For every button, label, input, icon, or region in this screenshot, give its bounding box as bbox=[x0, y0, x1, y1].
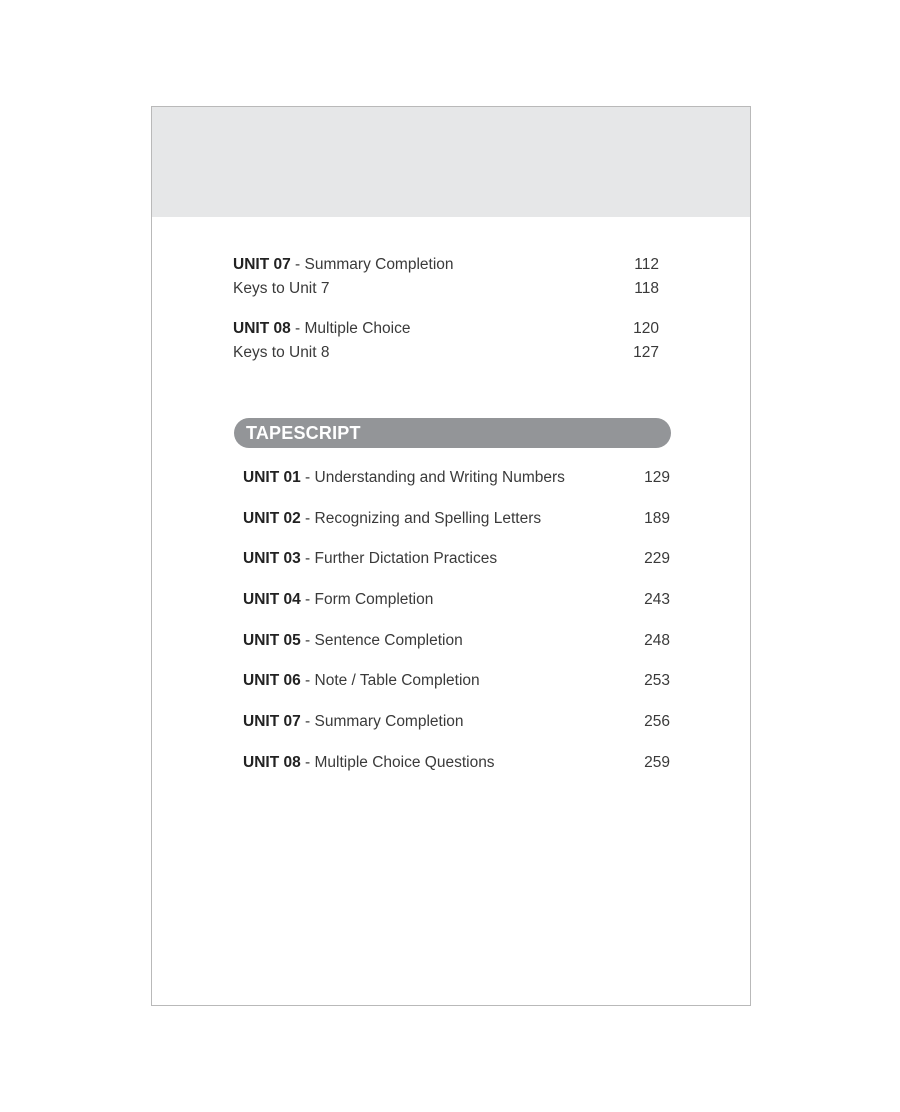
separator: - bbox=[300, 754, 315, 771]
page-number: 253 bbox=[644, 672, 670, 689]
toc-entry-keys-unit-7 bbox=[233, 280, 330, 298]
unit-title: Further Dictation Practices bbox=[314, 550, 498, 567]
unit-title: Note / Table Completion bbox=[314, 672, 480, 689]
separator: - bbox=[300, 713, 315, 730]
section-heading: TAPESCRIPT bbox=[246, 423, 361, 443]
page-number: 243 bbox=[644, 591, 670, 608]
unit-title: Form Completion bbox=[314, 591, 434, 608]
header-band bbox=[152, 107, 750, 217]
unit-number: UNIT 07 bbox=[233, 256, 291, 273]
unit-number: UNIT 01 bbox=[243, 469, 301, 486]
page-number: 120 bbox=[633, 320, 659, 337]
unit-title: Multiple Choice bbox=[304, 320, 411, 337]
separator: - bbox=[300, 591, 315, 608]
unit-number: UNIT 02 bbox=[243, 510, 301, 527]
page-number: 256 bbox=[644, 713, 670, 730]
separator: - bbox=[300, 632, 315, 649]
tapescript-entry-unit-03 bbox=[243, 550, 497, 568]
unit-number: UNIT 04 bbox=[243, 591, 301, 608]
page-number: 229 bbox=[644, 550, 670, 567]
tapescript-entry-unit-07 bbox=[243, 713, 464, 731]
separator: - bbox=[300, 550, 315, 567]
unit-title: Recognizing and Spelling Letters bbox=[314, 510, 542, 527]
separator: - bbox=[290, 320, 305, 337]
page-number: 127 bbox=[633, 344, 659, 361]
unit-title: Multiple Choice Questions bbox=[314, 754, 495, 771]
separator: - bbox=[300, 510, 315, 527]
tapescript-entry-unit-04 bbox=[243, 591, 433, 609]
unit-title: Summary Completion bbox=[314, 713, 464, 730]
unit-title: Summary Completion bbox=[304, 256, 454, 273]
tapescript-entry-unit-08 bbox=[243, 754, 495, 772]
page-number: 112 bbox=[634, 256, 659, 273]
keys-label: Keys to Unit 7 bbox=[233, 280, 330, 297]
page-number: 129 bbox=[644, 469, 670, 486]
tapescript-entry-unit-05 bbox=[243, 632, 463, 650]
tapescript-entry-unit-06 bbox=[243, 672, 480, 690]
unit-number: UNIT 06 bbox=[243, 672, 301, 689]
unit-number: UNIT 03 bbox=[243, 550, 301, 567]
toc-entry-unit-07 bbox=[233, 256, 454, 274]
tapescript-entry-unit-01 bbox=[243, 469, 565, 487]
toc-entry-unit-08 bbox=[233, 320, 410, 338]
separator: - bbox=[290, 256, 305, 273]
unit-title: Sentence Completion bbox=[314, 632, 463, 649]
separator: - bbox=[300, 469, 315, 486]
page-number: 189 bbox=[644, 510, 670, 527]
page-number: 248 bbox=[644, 632, 670, 649]
page-number: 118 bbox=[634, 280, 659, 297]
tapescript-entry-unit-02 bbox=[243, 510, 541, 528]
unit-number: UNIT 05 bbox=[243, 632, 301, 649]
unit-number: UNIT 08 bbox=[233, 320, 291, 337]
document-page bbox=[151, 106, 751, 1006]
separator: - bbox=[300, 672, 315, 689]
unit-number: UNIT 08 bbox=[243, 754, 301, 771]
unit-number: UNIT 07 bbox=[243, 713, 301, 730]
keys-label: Keys to Unit 8 bbox=[233, 344, 330, 361]
unit-title: Understanding and Writing Numbers bbox=[314, 469, 565, 486]
tapescript-section-bar bbox=[234, 418, 671, 448]
toc-entry-keys-unit-8 bbox=[233, 344, 330, 362]
page-number: 259 bbox=[644, 754, 670, 771]
